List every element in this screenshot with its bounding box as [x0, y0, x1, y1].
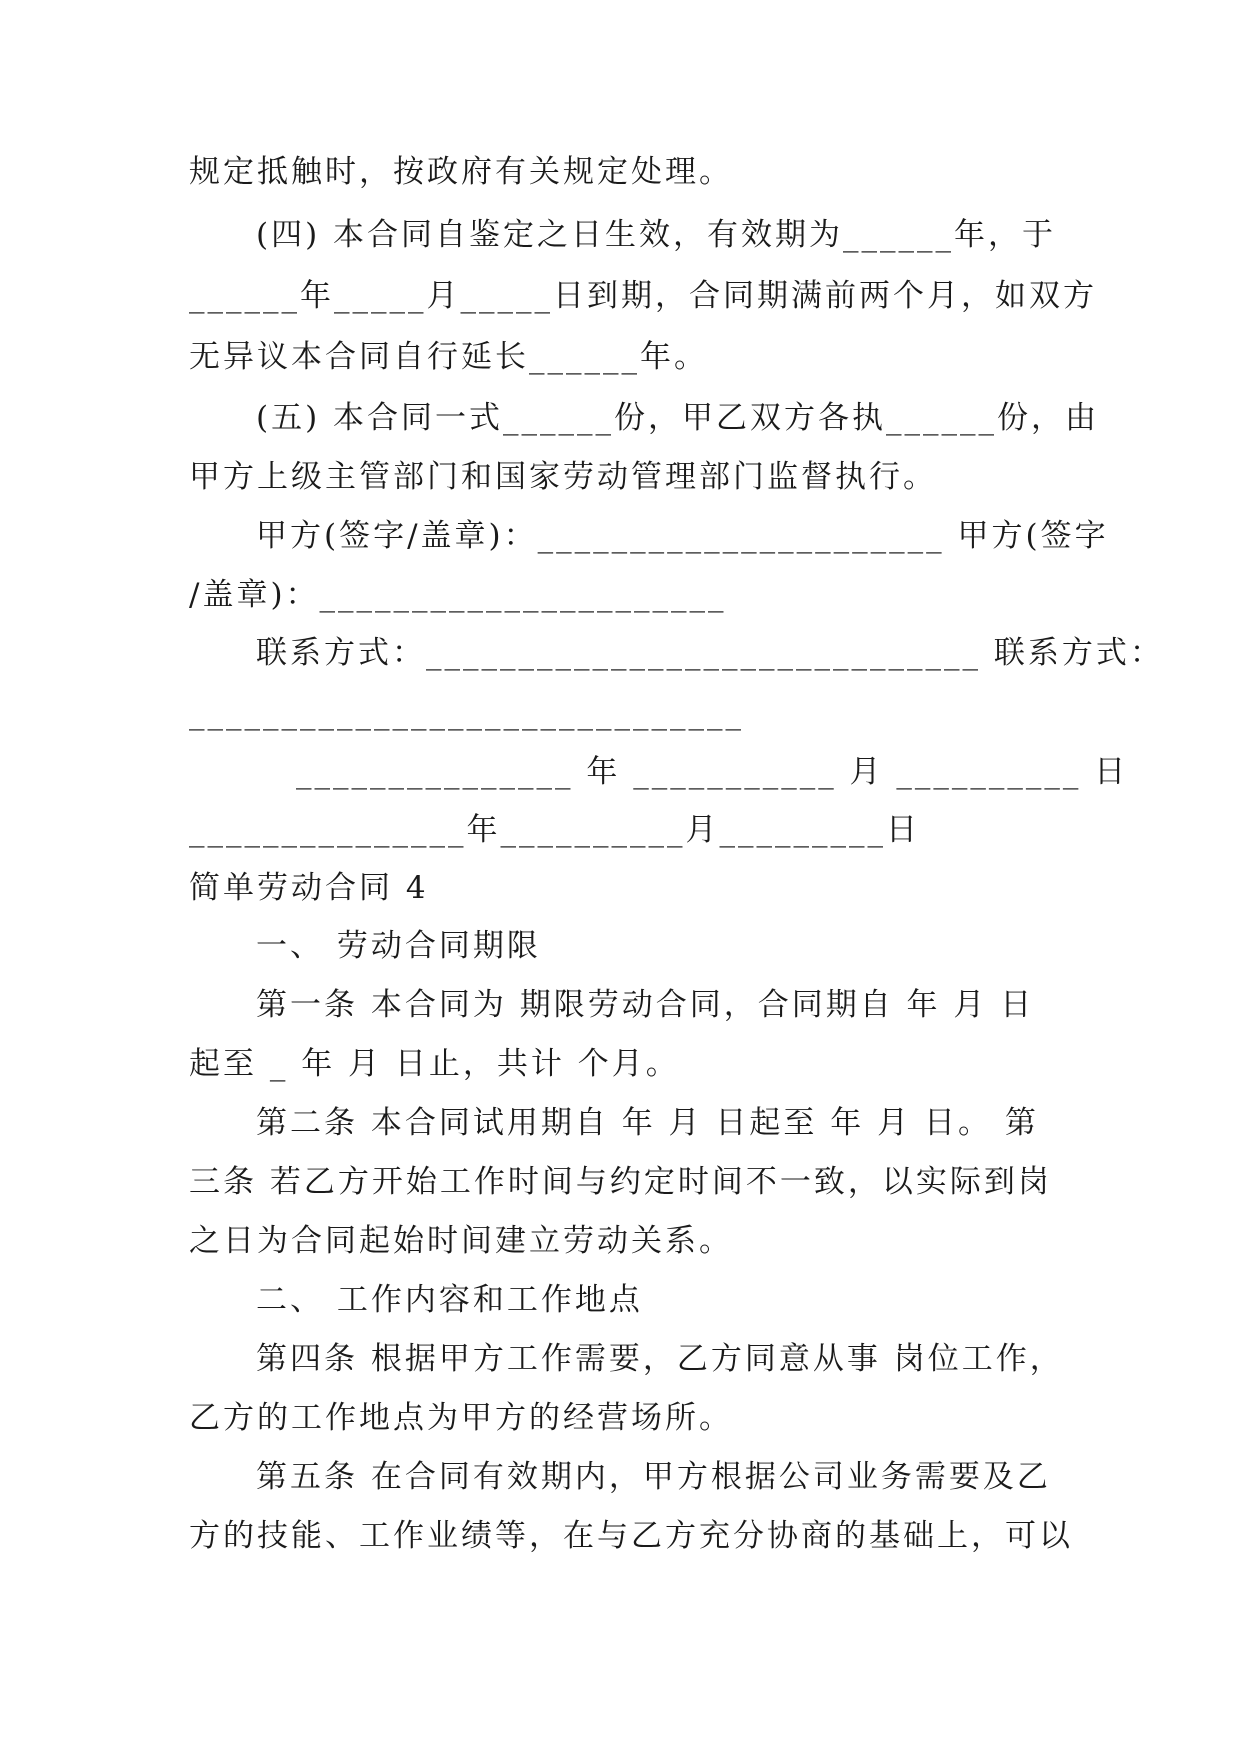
- text-line: 乙方的工作地点为甲方的经营场所。: [189, 1400, 733, 1436]
- text-line: 第二条 本合同试用期自 年 月 日起至 年 月 日。 第: [256, 1105, 1039, 1141]
- text-line: 第五条 在合同有效期内，甲方根据公司业务需要及乙: [256, 1459, 1051, 1495]
- text-line: (五) 本合同一式______份，甲乙双方各执______份，由: [256, 400, 1100, 436]
- section-heading: 简单劳动合同 4: [189, 870, 429, 906]
- text-line: _______________年__________月_________日: [189, 812, 920, 848]
- text-line: /盖章)：______________________: [189, 577, 727, 613]
- text-line: 三条 若乙方开始工作时间与约定时间不一致，以实际到岗: [189, 1164, 1052, 1200]
- text-line: 联系方式：______________________________ 联系方式：: [256, 635, 1164, 671]
- text-line: 一、 劳动合同期限: [256, 928, 541, 964]
- text-line: ______________________________: [189, 695, 744, 731]
- text-line: 第四条 根据甲方工作需要，乙方同意从事 岗位工作，: [256, 1341, 1064, 1377]
- text-line: 起至 _ 年 月 日止，共计 个月。: [189, 1046, 680, 1082]
- text-line: 规定抵触时，按政府有关规定处理。: [189, 154, 733, 190]
- text-line: 第一条 本合同为 期限劳动合同，合同期自 年 月 日: [256, 987, 1035, 1023]
- text-line: 之日为合同起始时间建立劳动关系。: [189, 1223, 733, 1259]
- text-line: ______年_____月_____日到期，合同期满前两个月，如双方: [189, 278, 1097, 314]
- text-line: 甲方(签字/盖章)：______________________ 甲方(签字: [256, 518, 1109, 554]
- text-line: 二、 工作内容和工作地点: [256, 1282, 643, 1318]
- text-line: 甲方上级主管部门和国家劳动管理部门监督执行。: [189, 459, 937, 495]
- text-line: (四) 本合同自鉴定之日生效，有效期为______年，于: [256, 217, 1057, 253]
- text-line: 无异议本合同自行延长______年。: [189, 339, 708, 375]
- text-line: _______________ 年 ___________ 月 __________ 日: [296, 754, 1129, 790]
- text-line: 方的技能、工作业绩等，在与乙方充分协商的基础上，可以: [189, 1518, 1073, 1554]
